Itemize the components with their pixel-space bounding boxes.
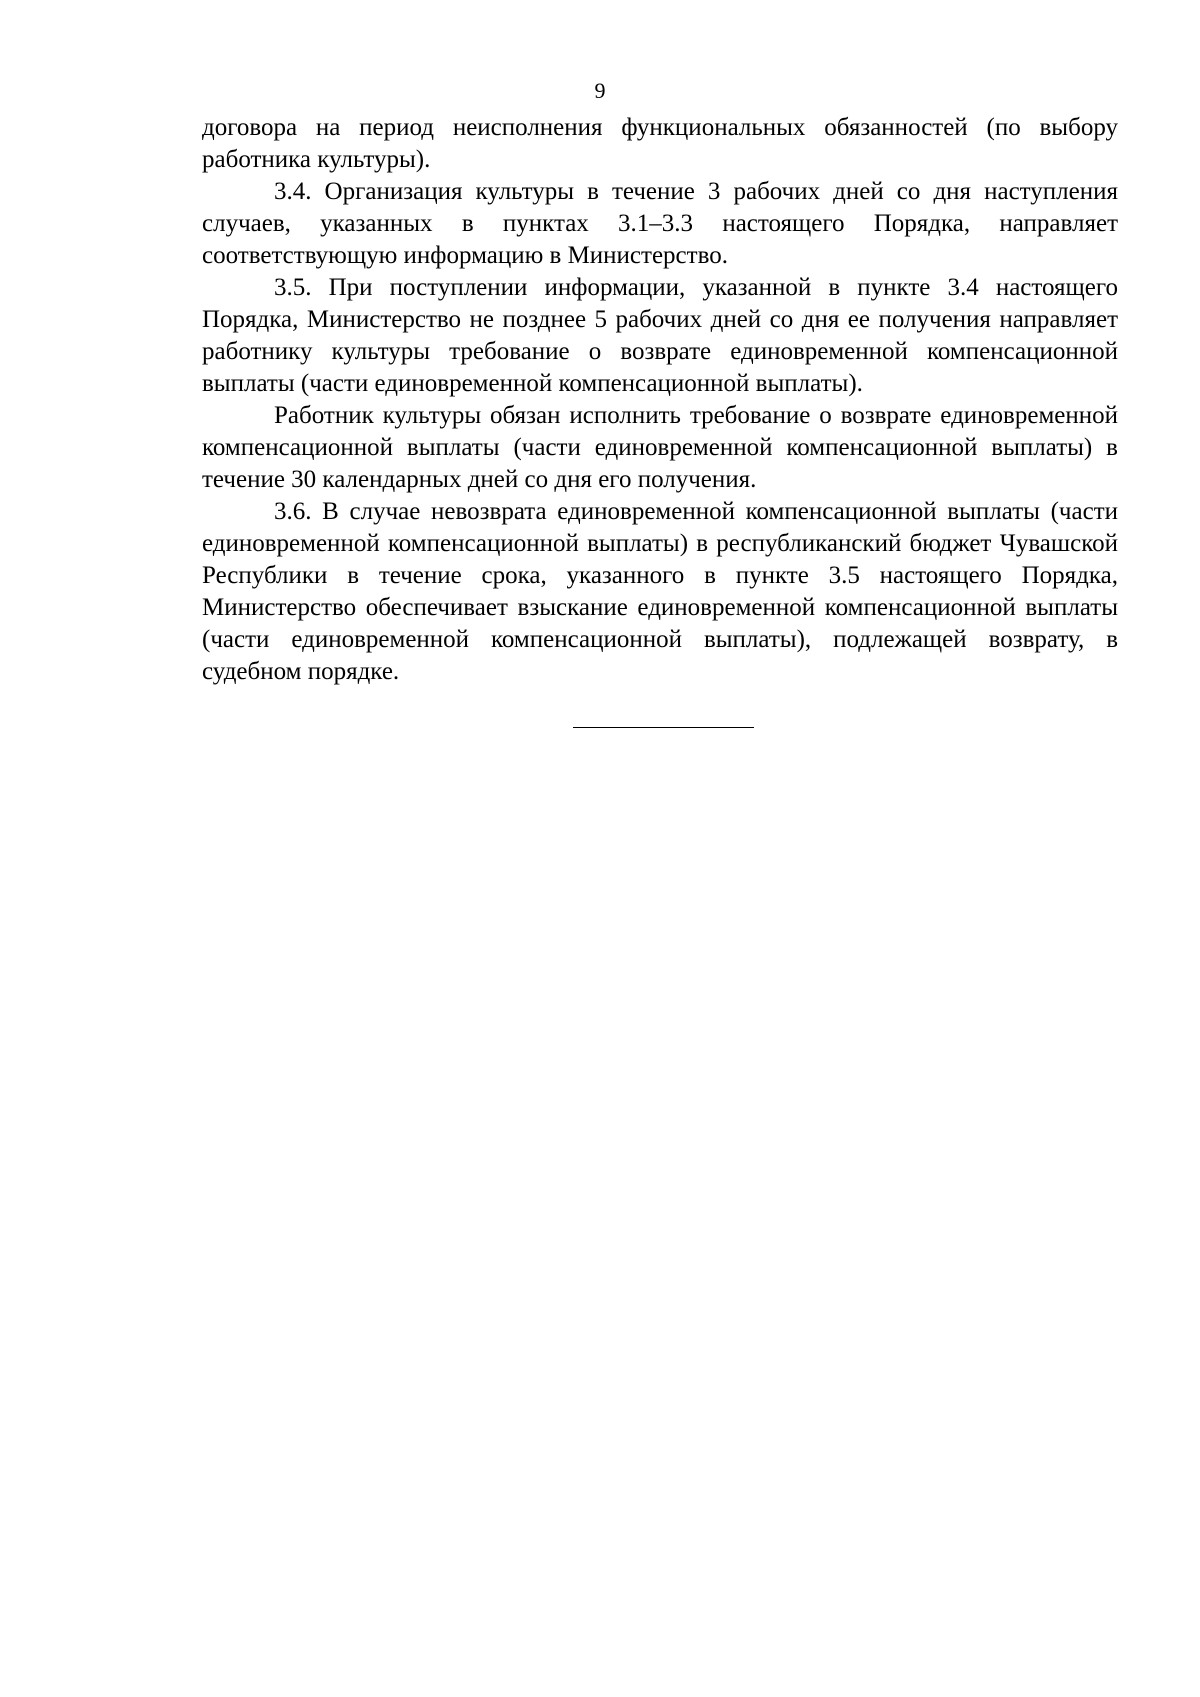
document-body bbox=[202, 112, 1118, 688]
paragraph-3-5-obligation: Работник культуры обязан исполнить требование о возврате единовременной компенсационной выплаты (части единовременной компенсационной выплаты) в течение 30 календарных дней со дня его получения. bbox=[202, 402, 1118, 493]
paragraph-3-4: 3.4. Организация культуры в течение 3 рабочих дней со дня наступления случаев, указанных в пунктах 3.1–3.3 настоящего Порядка, направляет соответствующую информацию в Министерство. bbox=[202, 178, 1118, 269]
page-number: 9 bbox=[594, 78, 606, 103]
paragraph-3-6: 3.6. В случае невозврата единовременной компенсационной выплаты (части единовременной компенсационной выплаты) в республиканский бюджет Чувашской Республики в течение срока, указанного в пункте 3.5 настоящего Порядка, Министерство обеспечивает взыскание единовременной компенсационной выплаты (части единовременной компенсационной выплаты), подлежащей возврату, в судебном порядке. bbox=[202, 498, 1118, 685]
end-divider bbox=[573, 727, 754, 728]
paragraph-continuation: договора на период неисполнения функциональных обязанностей (по выбору работника культуры). bbox=[202, 114, 1118, 173]
paragraph-3-5: 3.5. При поступлении информации, указанной в пункте 3.4 настоящего Порядка, Министерство не позднее 5 рабочих дней со дня ее получения направляет работнику культуры требование о возврате единовременной компенсационной выплаты (части единовременной компенсационной выплаты). bbox=[202, 274, 1118, 397]
